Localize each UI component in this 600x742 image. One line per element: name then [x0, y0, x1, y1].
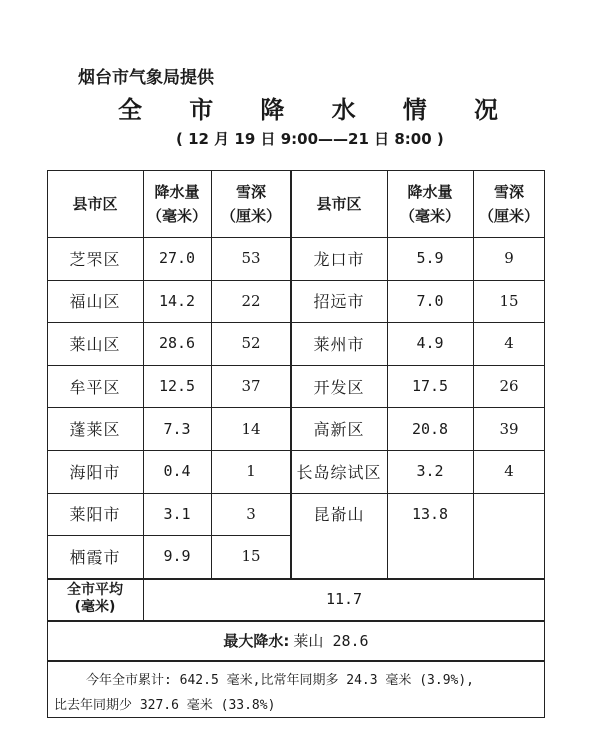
header-line: （毫米） — [399, 206, 460, 225]
precipitation-value: 3.2 — [416, 462, 444, 481]
precipitation-value: 28.6 — [158, 334, 196, 353]
snow-depth-value: 15 — [241, 547, 261, 566]
document-title — [118, 90, 498, 125]
county-name: 开发区 — [313, 377, 365, 397]
precipitation-value: 7.0 — [416, 291, 444, 310]
county-name: 芝罘区 — [69, 249, 121, 269]
max-precipitation — [47, 620, 545, 660]
header-county: 县市区 — [72, 194, 118, 213]
snow-depth-value: 1 — [246, 462, 256, 481]
title-char: 情 — [402, 95, 427, 124]
county-name: 高新区 — [313, 420, 365, 440]
snow-depth-value: 39 — [499, 419, 519, 438]
title-char: 市 — [189, 95, 214, 124]
county-name: 福山区 — [69, 292, 121, 312]
snow-depth-value: 14 — [241, 419, 261, 438]
precipitation-value: 7.3 — [163, 419, 191, 438]
title-char: 降 — [260, 95, 285, 124]
snow-depth-value: 52 — [241, 334, 261, 353]
precipitation-value: 0.4 — [163, 462, 191, 481]
snow-depth-value — [473, 535, 545, 578]
precipitation-value: 5.9 — [416, 249, 444, 268]
title-char: 况 — [473, 95, 498, 124]
header-county: 县市区 — [316, 194, 362, 213]
annual-summary — [54, 668, 542, 718]
header-line: （厘米） — [478, 206, 539, 225]
snow-depth-value: 37 — [241, 377, 261, 396]
precipitation-value: 3.1 — [163, 504, 191, 523]
average-label-line: 全市平均 — [67, 581, 123, 598]
county-name: 蓬莱区 — [69, 420, 121, 440]
row-line — [47, 660, 545, 662]
county-name: 昆嵛山 — [313, 505, 365, 525]
header-line: 雪深 — [493, 182, 524, 201]
summary-line: 今年全市累计: 642.5 毫米,比常年同期多 24.3 毫米 (3.9%), — [86, 673, 475, 688]
county-name: 牟平区 — [69, 377, 121, 397]
precipitation-value: 14.2 — [158, 291, 196, 310]
precipitation-value: 4.9 — [416, 334, 444, 353]
precipitation-value — [387, 535, 473, 578]
summary-line: 比去年同期少 327.6 毫米 (33.8%) — [54, 698, 276, 713]
title-char: 全 — [118, 95, 142, 124]
average-value: 11.7 — [325, 589, 363, 608]
provider-label: 烟台市气象局提供 — [78, 68, 214, 88]
county-name: 招远市 — [313, 292, 365, 312]
precipitation-value: 9.9 — [163, 547, 191, 566]
precipitation-value: 27.0 — [158, 249, 196, 268]
snow-depth-value: 4 — [504, 334, 514, 353]
header-precipitation — [387, 170, 473, 237]
snow-depth-value: 15 — [499, 291, 519, 310]
header-line: 降水量 — [407, 182, 453, 201]
title-char: 水 — [331, 95, 356, 124]
county-name — [291, 535, 387, 578]
snow-depth-value: 4 — [504, 462, 514, 481]
snow-depth-value — [473, 493, 545, 536]
precipitation-value: 12.5 — [158, 377, 196, 396]
county-name: 海阳市 — [69, 462, 121, 482]
header-snow-depth — [473, 170, 545, 237]
header-line: 降水量 — [154, 182, 200, 201]
max-precipitation-label: 最大降水: — [223, 631, 290, 650]
snow-depth-value: 3 — [246, 504, 256, 523]
county-name: 莱阳市 — [69, 505, 121, 525]
county-name: 长岛综试区 — [296, 462, 382, 482]
max-precipitation-value: 莱山 28.6 — [293, 631, 369, 650]
snow-depth-value: 53 — [241, 249, 261, 268]
header-line: （厘米） — [220, 206, 281, 225]
precipitation-value: 13.8 — [411, 504, 449, 523]
snow-depth-value: 9 — [504, 249, 514, 268]
average-label — [47, 578, 143, 620]
header-line: （毫米） — [146, 206, 207, 225]
snow-depth-value: 26 — [499, 377, 519, 396]
header-precipitation — [143, 170, 211, 237]
precipitation-value: 20.8 — [411, 419, 449, 438]
snow-depth-value: 22 — [241, 291, 261, 310]
county-name: 莱州市 — [313, 334, 365, 354]
county-name: 栖霞市 — [69, 547, 121, 567]
header-line: 雪深 — [235, 182, 266, 201]
precipitation-value: 17.5 — [411, 377, 449, 396]
header-snow-depth — [211, 170, 291, 237]
average-label-line: (毫米) — [74, 598, 116, 615]
period-label: ( 12 月 19 日 9:00——21 日 8:00 ) — [176, 130, 444, 148]
county-name: 龙口市 — [313, 249, 365, 269]
county-name: 莱山区 — [69, 334, 121, 354]
